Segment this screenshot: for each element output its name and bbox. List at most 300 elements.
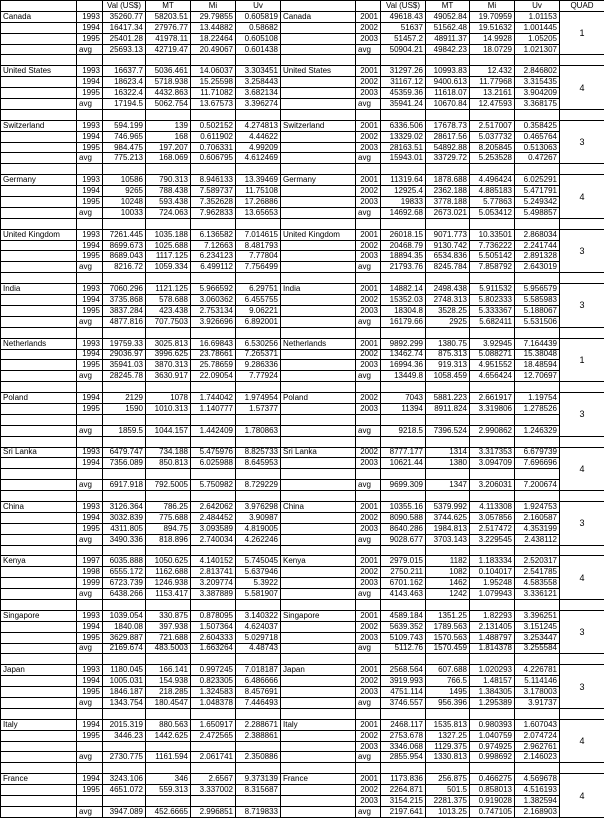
cell-year: avg <box>77 262 103 273</box>
cell-uv: 2.891328 <box>515 251 560 262</box>
empty-cell <box>281 654 356 665</box>
country-name: Italy <box>281 719 356 730</box>
cell-val: 7060.296 <box>103 284 146 295</box>
cell-year: 1993 <box>77 11 103 22</box>
empty-cell <box>77 273 103 284</box>
empty-cell <box>236 109 281 120</box>
cell-val: 3746.557 <box>381 698 426 709</box>
cell-val: 13449.8 <box>381 371 426 382</box>
cell-mt: 1380.75 <box>426 338 470 349</box>
cell-val: 9265 <box>103 186 146 197</box>
cell-mt: 5718.938 <box>146 77 191 88</box>
column-header <box>77 1 103 12</box>
empty-cell <box>1 654 77 665</box>
country-name: Japan <box>1 665 77 676</box>
empty-cell <box>103 109 146 120</box>
empty-cell <box>191 382 236 393</box>
cell-val: 1840.08 <box>103 621 146 632</box>
table-row <box>1 643 604 654</box>
cell-val: 13329.02 <box>381 131 426 142</box>
cell-uv: 13.39469 <box>236 175 281 186</box>
cell-uv: 7.77924 <box>236 371 281 382</box>
cell-uv: 5.585983 <box>515 295 560 306</box>
empty-cell <box>236 55 281 66</box>
empty-cell <box>103 164 146 175</box>
country-name <box>1 33 77 44</box>
country-name <box>1 567 77 578</box>
cell-uv: 6.486666 <box>236 676 281 687</box>
cell-mt: 1162.688 <box>146 567 191 578</box>
cell-mt: 1013.25 <box>426 806 470 817</box>
cell-mi: 0.502152 <box>191 120 236 131</box>
cell-mt: 1789.563 <box>426 621 470 632</box>
spacer-row <box>1 654 604 665</box>
quad-value: 4 <box>560 556 604 600</box>
cell-year: 1994 <box>77 719 103 730</box>
table-row <box>1 556 604 567</box>
cell-val: 1039.054 <box>103 610 146 621</box>
cell-uv: 3.336121 <box>515 589 560 600</box>
cell-val <box>103 414 146 425</box>
country-name <box>281 469 356 480</box>
cell-year: 1995 <box>77 523 103 534</box>
cell-mt: 5036.461 <box>146 66 191 77</box>
cell-year: avg <box>356 589 381 600</box>
cell-uv: 17.26886 <box>236 197 281 208</box>
quad-value: 3 <box>560 393 604 437</box>
cell-mt: 1878.688 <box>426 175 470 186</box>
cell-uv: 3.255584 <box>515 643 560 654</box>
cell-uv: 7.77804 <box>236 251 281 262</box>
cell-val: 3346.068 <box>381 741 426 752</box>
empty-cell <box>515 273 560 284</box>
cell-val: 18894.35 <box>381 251 426 262</box>
cell-mt: 578.688 <box>146 295 191 306</box>
table-row <box>1 229 604 240</box>
cell-year: avg <box>77 99 103 110</box>
cell-mt <box>146 796 191 807</box>
cell-uv: 4.99209 <box>236 142 281 153</box>
country-name <box>281 99 356 110</box>
cell-mt: 3025.813 <box>146 338 191 349</box>
cell-mt: 168.069 <box>146 153 191 164</box>
country-name <box>1 403 77 414</box>
table-row <box>1 295 604 306</box>
cell-val: 746.965 <box>103 131 146 142</box>
table-row <box>1 403 604 414</box>
cell-mt: 154.938 <box>146 676 191 687</box>
country-name: Japan <box>281 665 356 676</box>
cell-mi <box>470 469 515 480</box>
empty-cell <box>356 491 381 502</box>
country-name <box>281 88 356 99</box>
table-row <box>1 33 604 44</box>
cell-year: avg <box>77 589 103 600</box>
cell-year: 1995 <box>77 142 103 153</box>
empty-cell <box>470 109 515 120</box>
country-name: China <box>281 501 356 512</box>
cell-mt: 2925 <box>426 316 470 327</box>
cell-val: 9699.309 <box>381 480 426 491</box>
cell-mi: 6.499112 <box>191 262 236 273</box>
empty-cell <box>1 382 77 393</box>
cell-uv: 7.018187 <box>236 665 281 676</box>
cell-year: 1994 <box>77 512 103 523</box>
empty-cell <box>103 436 146 447</box>
cell-uv: 5.114146 <box>515 676 560 687</box>
cell-mt: 1129.375 <box>426 741 470 752</box>
country-name: United States <box>281 66 356 77</box>
empty-cell <box>560 599 604 610</box>
cell-uv: 2.868034 <box>515 229 560 240</box>
empty-cell <box>77 218 103 229</box>
table-row <box>1 240 604 251</box>
cell-mi: 1.020293 <box>470 665 515 676</box>
country-name <box>281 414 356 425</box>
country-name: India <box>1 284 77 295</box>
cell-uv: 7.200674 <box>515 480 560 491</box>
cell-uv: 2.846802 <box>515 66 560 77</box>
table-row <box>1 589 604 600</box>
cell-year: avg <box>356 44 381 55</box>
spacer-row <box>1 436 604 447</box>
table-row <box>1 534 604 545</box>
cell-uv: 7.164439 <box>515 338 560 349</box>
quad-value: 1 <box>560 338 604 382</box>
cell-year: 1994 <box>77 676 103 687</box>
cell-mi: 11.71082 <box>191 88 236 99</box>
cell-uv: 5.637946 <box>236 567 281 578</box>
country-name <box>281 643 356 654</box>
cell-mt: 3996.625 <box>146 349 191 360</box>
cell-mi: 15.25598 <box>191 77 236 88</box>
country-name <box>281 806 356 817</box>
cell-year: 2003 <box>356 403 381 414</box>
empty-cell <box>77 327 103 338</box>
empty-cell <box>560 654 604 665</box>
country-name <box>1 131 77 142</box>
empty-cell <box>281 436 356 447</box>
cell-uv: 7.446493 <box>236 698 281 709</box>
cell-val: 8090.588 <box>381 512 426 523</box>
cell-uv: 6.025291 <box>515 175 560 186</box>
empty-cell <box>515 654 560 665</box>
cell-year: 2003 <box>356 33 381 44</box>
empty-cell <box>1 763 77 774</box>
cell-val: 9218.5 <box>381 425 426 436</box>
cell-uv: 8.457691 <box>236 687 281 698</box>
cell-val: 3490.336 <box>103 534 146 545</box>
table-row <box>1 632 604 643</box>
quad-value: 3 <box>560 501 604 545</box>
cell-val: 6479.747 <box>103 447 146 458</box>
empty-cell <box>77 55 103 66</box>
cell-mi: 14.06037 <box>191 66 236 77</box>
cell-year: 2001 <box>356 338 381 349</box>
empty-cell <box>103 327 146 338</box>
cell-val: 16322.4 <box>103 88 146 99</box>
cell-val: 16994.36 <box>381 360 426 371</box>
column-header: Val (US$) <box>103 1 146 12</box>
table-row <box>1 11 604 22</box>
cell-year: avg <box>356 371 381 382</box>
country-name <box>281 153 356 164</box>
country-name <box>1 589 77 600</box>
empty-cell <box>470 436 515 447</box>
table-row <box>1 687 604 698</box>
cell-mt: 1380 <box>426 458 470 469</box>
country-name <box>1 251 77 262</box>
empty-cell <box>560 55 604 66</box>
empty-cell <box>356 654 381 665</box>
cell-mi: 3.057856 <box>470 512 515 523</box>
cell-val: 31167.12 <box>381 77 426 88</box>
table-row <box>1 207 604 218</box>
cell-year: 2003 <box>356 88 381 99</box>
cell-mt: 28617.56 <box>426 131 470 142</box>
cell-uv <box>236 414 281 425</box>
cell-mi: 0.606795 <box>191 153 236 164</box>
cell-mt: 792.5005 <box>146 480 191 491</box>
cell-val: 8699.673 <box>103 240 146 251</box>
empty-cell <box>281 491 356 502</box>
cell-year: 2003 <box>356 632 381 643</box>
cell-mi: 1.140777 <box>191 403 236 414</box>
cell-mt: 818.896 <box>146 534 191 545</box>
spacer-row <box>1 491 604 502</box>
cell-val: 2197.641 <box>381 806 426 817</box>
cell-val: 2750.211 <box>381 567 426 578</box>
cell-mt: 3703.143 <box>426 534 470 545</box>
empty-cell <box>470 654 515 665</box>
cell-uv: 6.892001 <box>236 316 281 327</box>
cell-mt: 1351.25 <box>426 610 470 621</box>
country-name: Poland <box>1 393 77 404</box>
cell-mi: 5.682411 <box>470 316 515 327</box>
country-name <box>1 458 77 469</box>
empty-cell <box>381 491 426 502</box>
cell-mi <box>470 414 515 425</box>
empty-cell <box>281 599 356 610</box>
table-row <box>1 806 604 817</box>
empty-cell <box>1 599 77 610</box>
cell-year: 1994 <box>77 621 103 632</box>
cell-mt: 42719.47 <box>146 44 191 55</box>
cell-uv: 2.541785 <box>515 567 560 578</box>
cell-year: 2001 <box>356 66 381 77</box>
empty-cell <box>146 164 191 175</box>
cell-mt: 3528.25 <box>426 305 470 316</box>
cell-val: 6336.506 <box>381 120 426 131</box>
cell-mt <box>146 741 191 752</box>
cell-val: 10248 <box>103 197 146 208</box>
cell-uv: 2.388861 <box>236 730 281 741</box>
cell-year: avg <box>356 806 381 817</box>
empty-cell <box>191 436 236 447</box>
cell-uv: 5.249342 <box>515 197 560 208</box>
country-name <box>281 240 356 251</box>
cell-year: 2002 <box>356 295 381 306</box>
cell-mi: 3.387889 <box>191 589 236 600</box>
cell-uv: 2.520317 <box>515 556 560 567</box>
quad-value: 3 <box>560 120 604 164</box>
empty-cell <box>146 763 191 774</box>
cell-mt: 41978.11 <box>146 33 191 44</box>
cell-uv: 2.160587 <box>515 512 560 523</box>
cell-year: 2001 <box>356 610 381 621</box>
cell-year: 2001 <box>356 665 381 676</box>
cell-val: 984.475 <box>103 142 146 153</box>
cell-uv: 1.19754 <box>515 393 560 404</box>
cell-val <box>381 414 426 425</box>
empty-cell <box>470 327 515 338</box>
country-name <box>1 414 77 425</box>
country-name: Sri Lanka <box>281 447 356 458</box>
cell-year: 1998 <box>77 567 103 578</box>
cell-mi: 7.589737 <box>191 186 236 197</box>
empty-cell <box>426 164 470 175</box>
country-name <box>1 44 77 55</box>
table-row <box>1 175 604 186</box>
cell-val: 5109.743 <box>381 632 426 643</box>
country-name <box>281 44 356 55</box>
empty-cell <box>381 599 426 610</box>
cell-year: 1995 <box>77 251 103 262</box>
empty-cell <box>1 327 77 338</box>
table-row <box>1 360 604 371</box>
empty-cell <box>560 763 604 774</box>
cell-val: 4877.816 <box>103 316 146 327</box>
cell-mi: 0.466275 <box>470 774 515 785</box>
cell-uv: 3.904209 <box>515 88 560 99</box>
empty-cell <box>103 273 146 284</box>
cell-mi: 3.92945 <box>470 338 515 349</box>
cell-mt: 1121.125 <box>146 284 191 295</box>
cell-mt: 1242 <box>426 589 470 600</box>
country-name <box>281 403 356 414</box>
cell-uv: 4.226781 <box>515 665 560 676</box>
cell-mt: 1442.625 <box>146 730 191 741</box>
cell-uv: 6.679739 <box>515 447 560 458</box>
cell-mt: 1535.813 <box>426 719 470 730</box>
spacer-row <box>1 109 604 120</box>
table-row <box>1 349 604 360</box>
cell-val: 2169.674 <box>103 643 146 654</box>
cell-year: avg <box>77 480 103 491</box>
country-name <box>281 22 356 33</box>
cell-year: 1995 <box>77 632 103 643</box>
country-name <box>1 687 77 698</box>
cell-mi: 3.094709 <box>470 458 515 469</box>
empty-cell <box>560 164 604 175</box>
country-name <box>281 698 356 709</box>
cell-val: 2979.015 <box>381 556 426 567</box>
empty-cell <box>1 545 77 556</box>
cell-mt: 1570.563 <box>426 632 470 643</box>
cell-mi: 7.858792 <box>470 262 515 273</box>
spacer-row <box>1 545 604 556</box>
empty-cell <box>381 436 426 447</box>
table-row <box>1 414 604 425</box>
country-name: France <box>1 774 77 785</box>
empty-cell <box>381 273 426 284</box>
column-header: Mi <box>191 1 236 12</box>
cell-mt: 1182 <box>426 556 470 567</box>
empty-cell <box>146 654 191 665</box>
cell-mt: 49052.84 <box>426 11 470 22</box>
cell-year: 2002 <box>356 131 381 142</box>
country-name <box>1 741 77 752</box>
cell-uv: 7.696696 <box>515 458 560 469</box>
empty-cell <box>356 382 381 393</box>
country-name <box>281 534 356 545</box>
cell-uv: 5.745045 <box>236 556 281 567</box>
country-name <box>1 349 77 360</box>
cell-uv: 3.253447 <box>515 632 560 643</box>
cell-uv: 8.719833 <box>236 806 281 817</box>
cell-uv: 13.65653 <box>236 207 281 218</box>
empty-cell <box>191 109 236 120</box>
cell-mi: 13.44882 <box>191 22 236 33</box>
cell-mi: 8.205845 <box>470 142 515 153</box>
empty-cell <box>1 273 77 284</box>
empty-cell <box>236 436 281 447</box>
cell-mt: 1984.813 <box>426 523 470 534</box>
cell-mt: 2673.021 <box>426 207 470 218</box>
cell-mi: 2.661917 <box>470 393 515 404</box>
cell-mt: 1058.459 <box>426 371 470 382</box>
cell-uv: 2.241744 <box>515 240 560 251</box>
cell-val: 19833 <box>381 197 426 208</box>
cell-year <box>77 414 103 425</box>
cell-mi: 19.70959 <box>470 11 515 22</box>
empty-cell <box>191 599 236 610</box>
cell-mt: 2498.438 <box>426 284 470 295</box>
empty-cell <box>356 708 381 719</box>
cell-mt: 766.5 <box>426 676 470 687</box>
cell-year: 2001 <box>356 501 381 512</box>
empty-cell <box>381 218 426 229</box>
cell-val: 8689.043 <box>103 251 146 262</box>
cell-mi: 29.79855 <box>191 11 236 22</box>
cell-val: 51457.2 <box>381 33 426 44</box>
empty-cell <box>103 218 146 229</box>
empty-cell <box>356 436 381 447</box>
column-header: Uv <box>236 1 281 12</box>
empty-cell <box>103 545 146 556</box>
cell-mi: 5.505142 <box>470 251 515 262</box>
cell-mt: 724.063 <box>146 207 191 218</box>
table-row <box>1 741 604 752</box>
country-name <box>1 371 77 382</box>
cell-mt: 2281.375 <box>426 796 470 807</box>
cell-val: 12925.4 <box>381 186 426 197</box>
cell-mi: 3.093589 <box>191 523 236 534</box>
quad-value: 3 <box>560 665 604 709</box>
cell-mt: 54892.88 <box>426 142 470 153</box>
cell-mt: 10993.83 <box>426 66 470 77</box>
country-name: Italy <box>1 719 77 730</box>
table-row <box>1 251 604 262</box>
cell-mi: 1.507364 <box>191 621 236 632</box>
cell-mi: 4.885183 <box>470 186 515 197</box>
spacer-row <box>1 218 604 229</box>
cell-year: 2001 <box>356 719 381 730</box>
cell-mi: 1.295389 <box>470 698 515 709</box>
cell-val: 1173.836 <box>381 774 426 785</box>
cell-uv: 2.146023 <box>515 752 560 763</box>
empty-cell <box>470 491 515 502</box>
